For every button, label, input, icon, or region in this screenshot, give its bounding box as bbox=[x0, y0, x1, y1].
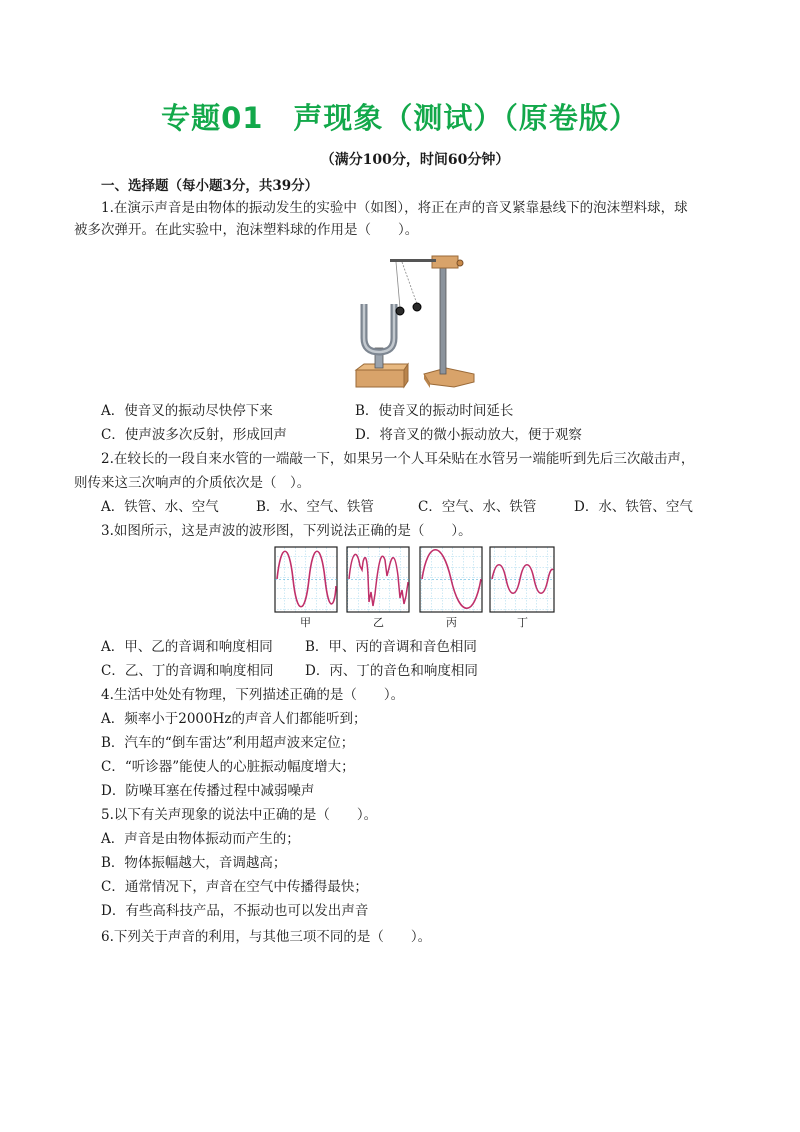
q1-option-b: B．使音叉的振动时间延长 bbox=[355, 403, 514, 419]
question-2-text-cont: 则传来这三次响声的介质依次是（ ）。 bbox=[74, 475, 311, 491]
q4-option-d: D．防噪耳塞在传播过程中减弱噪声 bbox=[101, 783, 315, 799]
waveform-label-yi: 乙 bbox=[373, 616, 384, 629]
question-4-text: 4.生活中处处有物理，下列描述正确的是（ ）。 bbox=[101, 687, 405, 703]
q2-option-d: D．水、铁管、空气 bbox=[574, 499, 693, 515]
page-title: 专题01 声现象（测试）（原卷版） bbox=[161, 101, 639, 135]
q5-option-c: C．通常情况下，声音在空气中传播得最快； bbox=[101, 879, 368, 895]
question-3-text: 3.如图所示，这是声波的波形图，下列说法正确的是（ ）。 bbox=[101, 523, 472, 539]
question-2-text: 2.在较长的一段自来水管的一端敲一下，如果另一个人耳朵贴在水管另一端能听到先后三次敲击声， bbox=[101, 451, 695, 467]
waveform-label-ding: 丁 bbox=[517, 616, 528, 629]
q3-option-b: B．甲、丙的音调和音色相同 bbox=[305, 639, 477, 655]
q2-option-c: C．空气、水、铁管 bbox=[418, 499, 537, 515]
q2-option-b: B．水、空气、铁管 bbox=[256, 499, 374, 515]
q5-option-a: A．声音是由物体振动而产生的； bbox=[101, 831, 300, 847]
q1-option-c: C．使声波多次反射，形成回声 bbox=[101, 427, 287, 443]
section-heading: 一、选择题（每小题3分，共39分） bbox=[101, 178, 319, 194]
sound-waveform-icon bbox=[274, 546, 556, 614]
q1-option-d: D．将音叉的微小振动放大，便于观察 bbox=[355, 427, 582, 443]
page-subtitle: （满分100分，时间60分钟） bbox=[320, 152, 510, 168]
q1-option-a: A．使音叉的振动尽快停下来 bbox=[101, 403, 273, 419]
waveform-ding bbox=[490, 547, 554, 612]
q5-option-b: B．物体振幅越大，音调越高； bbox=[101, 855, 287, 871]
question-5-text: 5.以下有关声现象的说法中正确的是（ ）。 bbox=[101, 807, 378, 823]
waveform-label-jia: 甲 bbox=[300, 616, 311, 629]
tuning-fork-apparatus-icon bbox=[350, 246, 480, 392]
waveform-bing bbox=[420, 547, 482, 612]
q3-option-d: D．丙、丁的音色和响度相同 bbox=[305, 663, 478, 679]
q4-option-a: A．频率小于2000Hz的声音人们都能听到； bbox=[101, 711, 367, 727]
waveform-label-bing: 丙 bbox=[446, 616, 457, 629]
waveform-yi bbox=[347, 547, 409, 612]
q5-option-d: D．有些高科技产品，不振动也可以发出声音 bbox=[101, 903, 369, 919]
question-1-text: 1.在演示声音是由物体的振动发生的实验中（如图），将正在声的音叉紧靠悬线下的泡沫塑料球，球 bbox=[101, 200, 688, 216]
waveform-jia bbox=[275, 547, 337, 612]
q3-option-c: C．乙、丁的音调和响度相同 bbox=[101, 663, 274, 679]
q3-option-a: A．甲、乙的音调和响度相同 bbox=[101, 639, 273, 655]
q2-option-a: A．铁管、水、空气 bbox=[101, 499, 219, 515]
q4-option-c: C．“听诊器”能使人的心脏振动幅度增大； bbox=[101, 759, 355, 775]
question-6-text: 6.下列关于声音的利用，与其他三项不同的是（ ）。 bbox=[101, 929, 432, 945]
q4-option-b: B．汽车的“倒车雷达”利用超声波来定位； bbox=[101, 735, 355, 751]
question-1-text-cont: 被多次弹开。在此实验中，泡沫塑料球的作用是（ ）。 bbox=[74, 222, 419, 238]
